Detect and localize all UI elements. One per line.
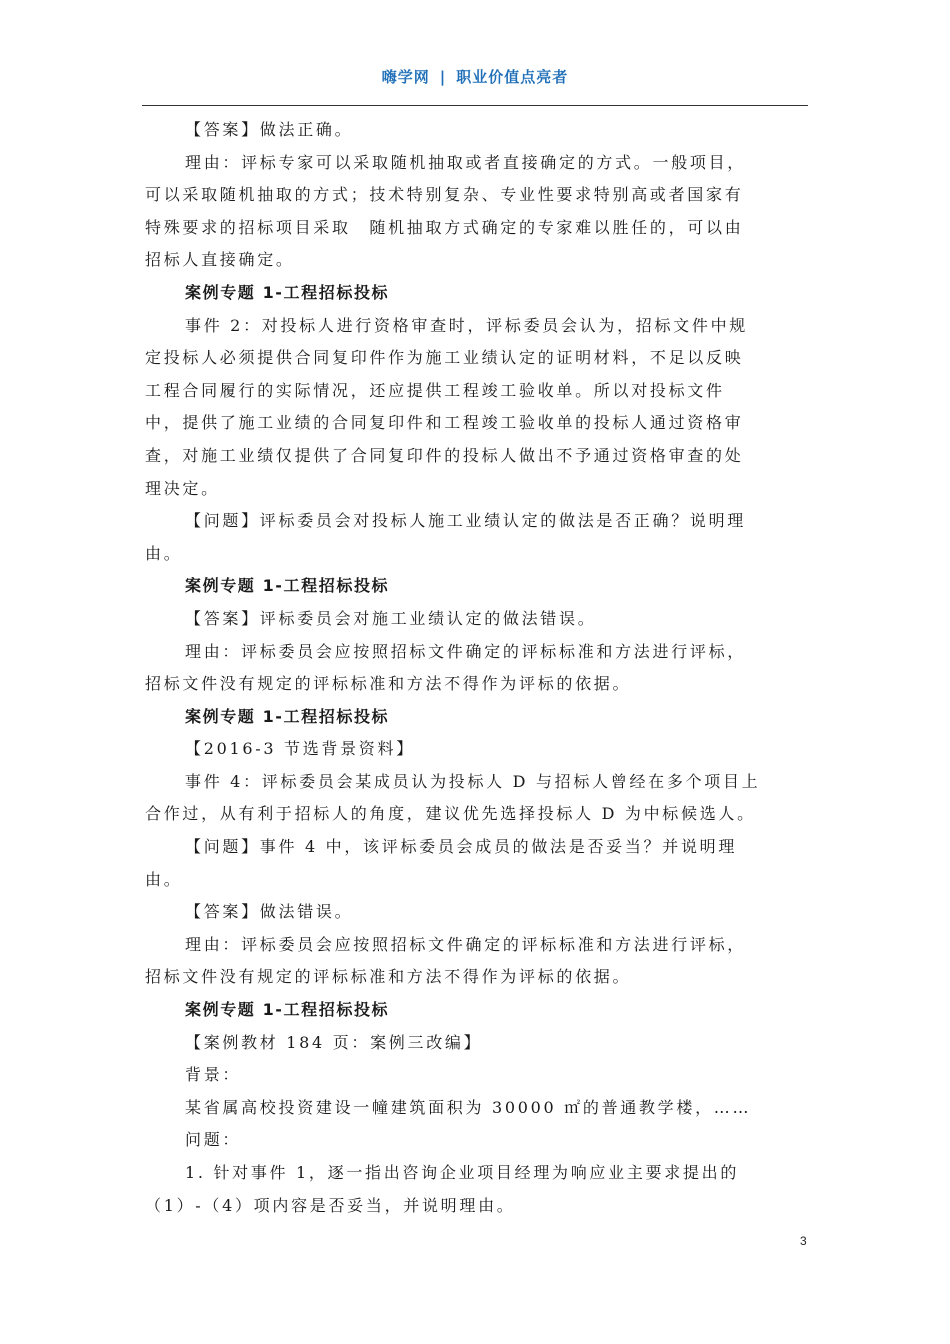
text-line: 【问题】事件 4 中，该评标委员会成员的做法是否妥当？并说明理 (185, 837, 738, 857)
section-heading: 案例专题 1-工程招标投标 (185, 706, 390, 726)
text-line: 招标文件没有规定的评标标准和方法不得作为评标的依据。 (145, 674, 632, 694)
text-line: 【答案】做法正确。 (185, 120, 354, 139)
text-line: 事件 4：评标委员会某成员认为投标人 D 与招标人曾经在多个项目上 (185, 771, 761, 791)
text-line: 【案例教材 184 页：案例三改编】 (185, 1032, 483, 1052)
text-line: 招标文件没有规定的评标标准和方法不得作为评标的依据。 (145, 967, 632, 987)
header-rule (142, 105, 808, 106)
site-slogan: 职业价值点亮者 (456, 68, 569, 86)
text-line: 【2016-3 节选背景资料】 (185, 739, 415, 759)
text-line: 中，提供了施工业绩的合同复印件和工程竣工验收单的投标人通过资格审 (145, 413, 744, 433)
section-heading: 案例专题 1-工程招标投标 (185, 282, 390, 302)
text-line: 特殊要求的招标项目采取 随机抽取方式确定的专家难以胜任的，可以由 (145, 217, 744, 237)
text-line: 背景： (185, 1065, 242, 1085)
text-line: 招标人直接确定。 (145, 250, 295, 270)
text-line: 可以采取随机抽取的方式；技术特别复杂、专业性要求特别高或者国家有 (145, 185, 744, 205)
text-line: 【答案】评标委员会对施工业绩认定的做法错误。 (185, 608, 597, 628)
text-line: 工程合同履行的实际情况，还应提供工程竣工验收单。所以对投标文件 (145, 380, 725, 400)
text-line: （1）-（4）项内容是否妥当，并说明理由。 (145, 1195, 516, 1215)
text-line: 【问题】评标委员会对投标人施工业绩认定的做法是否正确？说明理 (185, 511, 747, 531)
text-line: 由。 (145, 869, 183, 889)
text-line: 理由：评标委员会应按照招标文件确定的评标标准和方法进行评标， (185, 934, 747, 954)
text-line: 理由：评标委员会应按照招标文件确定的评标标准和方法进行评标， (185, 641, 747, 661)
text-line: 合作过，从有利于招标人的角度，建议优先选择投标人 D 为中标候选人。 (145, 804, 756, 824)
text-line: 【答案】做法错误。 (185, 902, 354, 922)
text-line: 理决定。 (145, 478, 220, 498)
site-name[interactable]: 嗨学网 (381, 68, 430, 86)
text-line: 1. 针对事件 1，逐一指出咨询企业项目经理为响应业主要求提出的 (185, 1163, 740, 1182)
section-heading: 案例专题 1-工程招标投标 (185, 1000, 390, 1020)
header-separator: | (439, 68, 447, 86)
document-body (145, 114, 797, 1222)
text-line: 由。 (145, 543, 183, 563)
text-line: 定投标人必须提供合同复印件作为施工业绩认定的证明材料，不足以反映 (145, 348, 744, 368)
text-line: 查，对施工业绩仅提供了合同复印件的投标人做出不予通过资格审查的处 (145, 445, 744, 465)
text-line: 某省属高校投资建设一幢建筑面积为 30000 ㎡的普通教学楼，…… (185, 1097, 752, 1117)
section-heading: 案例专题 1-工程招标投标 (185, 576, 390, 596)
text-line: 事件 2：对投标人进行资格审查时，评标委员会认为，招标文件中规 (185, 315, 748, 335)
text-line: 问题： (185, 1130, 242, 1150)
page-number: 3 (800, 1234, 807, 1248)
text-line: 理由：评标专家可以采取随机抽取或者直接确定的方式。一般项目， (185, 152, 747, 172)
page-header (0, 66, 950, 87)
